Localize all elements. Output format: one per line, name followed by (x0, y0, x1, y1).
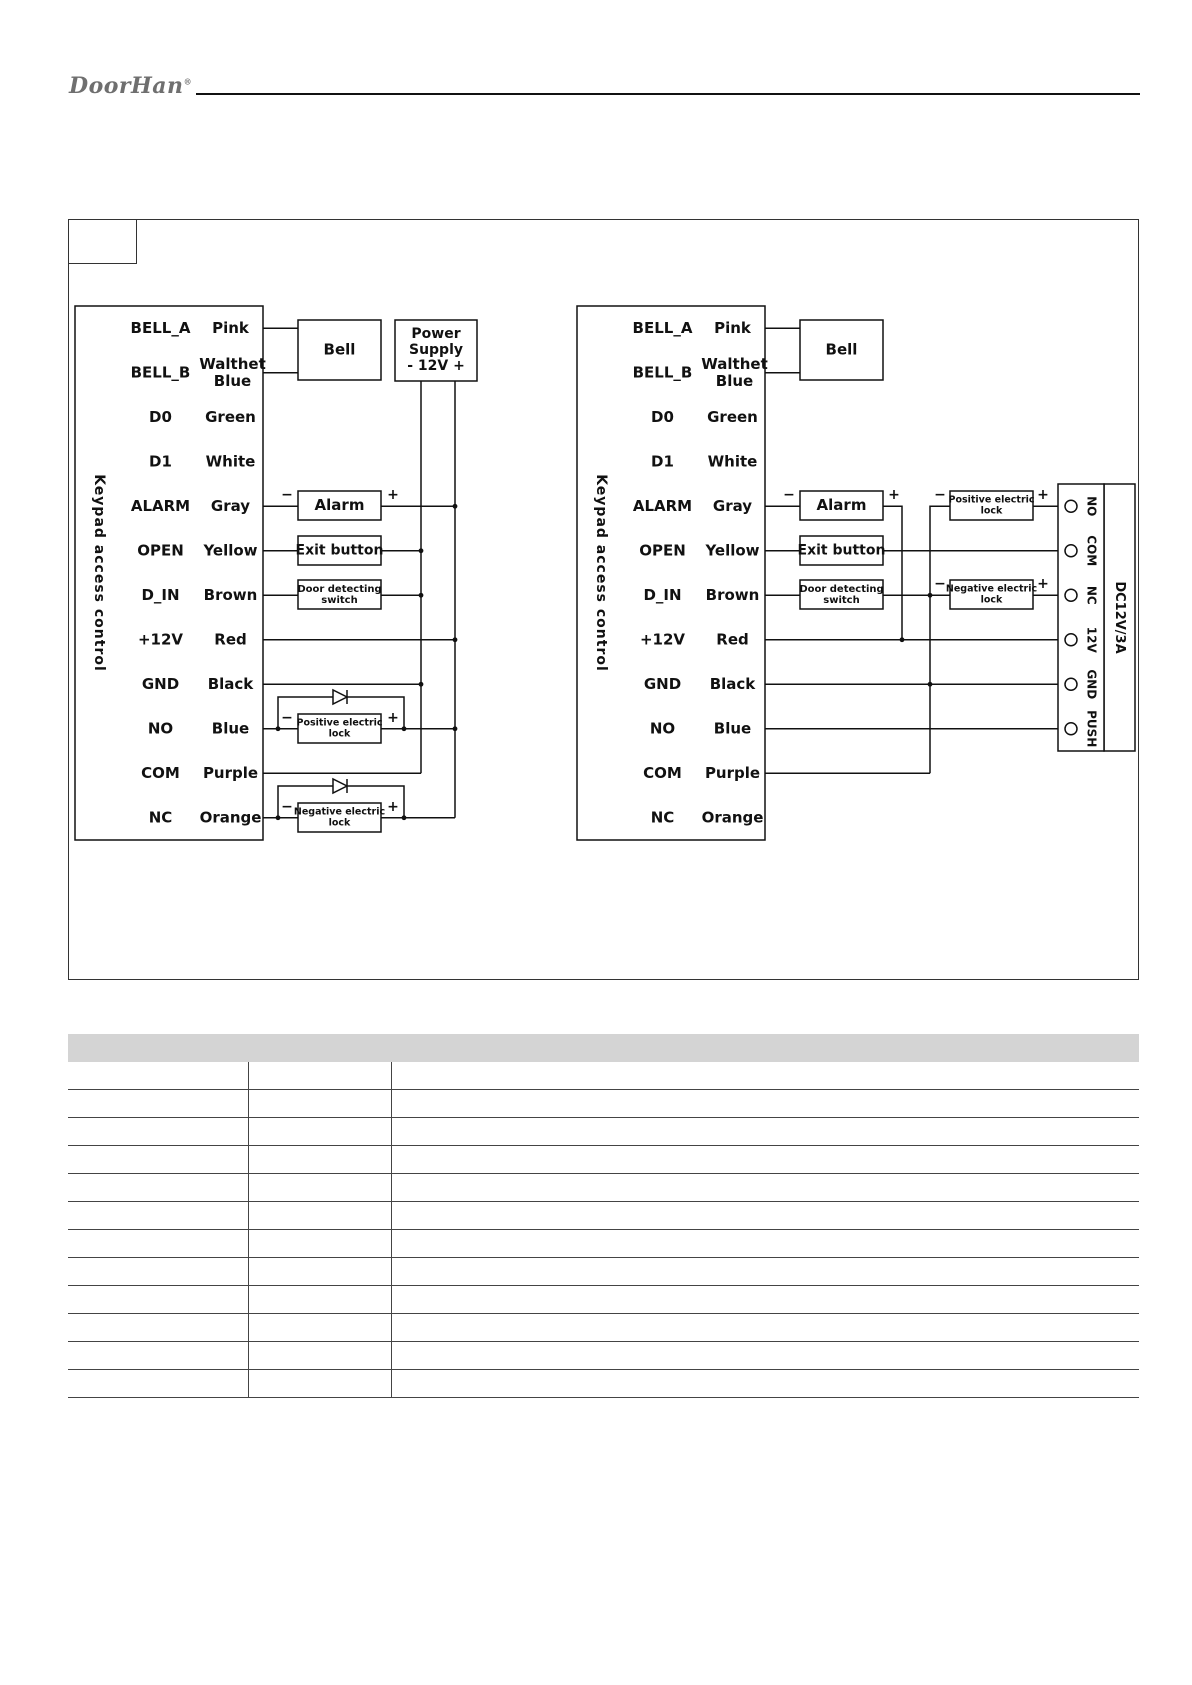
terminal-pin-label: COM (141, 763, 180, 782)
bell-label: Bell (825, 340, 858, 359)
terminal-pin-label: D_IN (141, 585, 180, 604)
terminal-color-label: Black (207, 674, 254, 693)
dc-terminal-label: COM (1084, 535, 1099, 567)
dc-power-label: DC12V/3A (1112, 581, 1127, 654)
terminal-pin-label: BELL_B (130, 363, 191, 382)
screw-terminal-icon (1065, 678, 1077, 690)
junction-dot (928, 682, 933, 687)
terminal-color-label: Walthet (701, 354, 768, 373)
terminal-color-label: Orange (701, 808, 764, 827)
terminal-color-label: Blue (213, 371, 252, 390)
terminal-pin-label: D0 (149, 407, 172, 426)
table-row (68, 1118, 1139, 1146)
terminal-color-label: Red (716, 630, 749, 649)
junction-dot (453, 726, 458, 731)
power-supply-label: Supply (408, 342, 464, 358)
terminal-color-label: Orange (199, 808, 262, 827)
alarm-label: Alarm (314, 496, 365, 514)
terminal-color-label: Brown (705, 585, 760, 604)
diode-icon (333, 690, 347, 704)
junction-dot (276, 726, 281, 731)
terminal-pin-label: OPEN (639, 541, 686, 560)
exit-button-label: Exit button (797, 542, 886, 559)
terminal-color-label: Green (707, 407, 758, 426)
terminal-color-label: Blue (715, 371, 754, 390)
negative-lock-label: Negative electric (293, 806, 386, 818)
terminal-color-label: Red (214, 630, 247, 649)
junction-dot (900, 637, 905, 642)
table-row (68, 1286, 1139, 1314)
power-supply-label: - 12V + (407, 358, 465, 374)
terminal-color-label: Blue (211, 719, 250, 738)
negative-lock-label: lock (328, 817, 351, 829)
terminal-color-label: Gray (210, 496, 251, 515)
dc-terminal-label: NO (1084, 496, 1099, 517)
junction-dot (402, 815, 407, 820)
door-switch-label: switch (823, 595, 860, 606)
junction-dot (419, 548, 424, 553)
polarity-plus: + (387, 799, 399, 815)
screw-terminal-icon (1065, 634, 1077, 646)
table-row (68, 1174, 1139, 1202)
terminal-pin-label: D1 (651, 452, 674, 471)
junction-dot (276, 815, 281, 820)
doorhan-logo: DoorHan® (69, 73, 193, 99)
polarity-minus: − (281, 799, 293, 815)
junction-dot (453, 504, 458, 509)
diode-icon (333, 779, 347, 793)
terminal-pin-label: ALARM (130, 496, 191, 515)
polarity-minus: − (934, 487, 946, 503)
terminal-color-label: Purple (202, 763, 259, 782)
terminal-pin-label: +12V (639, 630, 686, 649)
terminal-pin-label: D1 (149, 452, 172, 471)
wire (883, 506, 902, 640)
table-row (68, 1370, 1139, 1398)
polarity-plus: + (1037, 487, 1049, 503)
terminal-pin-label: COM (643, 763, 682, 782)
terminal-pin-label: ALARM (632, 496, 693, 515)
polarity-plus: + (1037, 576, 1049, 592)
positive-lock-label: Positive electric (296, 717, 383, 729)
terminal-pin-label: D_IN (643, 585, 682, 604)
keypad-vertical-label: Keypad access control (593, 474, 609, 672)
terminal-pin-label: GND (141, 674, 180, 693)
terminal-pin-label: BELL_B (632, 363, 693, 382)
negative-lock-label: lock (980, 594, 1003, 606)
screw-terminal-icon (1065, 723, 1077, 735)
screw-terminal-icon (1065, 545, 1077, 557)
terminal-pin-label: NO (147, 719, 174, 738)
positive-lock-label: lock (328, 728, 351, 740)
table-column-divider (248, 1062, 249, 1398)
dc-terminal-label: GND (1084, 669, 1099, 700)
polarity-minus: − (783, 487, 795, 503)
terminal-pin-label: +12V (137, 630, 184, 649)
terminal-color-label: Brown (203, 585, 258, 604)
junction-dot (453, 637, 458, 642)
terminal-color-label: Green (205, 407, 256, 426)
terminal-pin-label: NC (650, 808, 675, 827)
bell-label: Bell (323, 340, 356, 359)
polarity-minus: − (281, 710, 293, 726)
positive-lock-label: lock (980, 505, 1003, 517)
terminal-color-label: Black (709, 674, 756, 693)
table-row (68, 1062, 1139, 1090)
door-switch-label: Door detecting (799, 584, 884, 595)
terminal-pin-label: BELL_A (632, 318, 693, 337)
polarity-plus: + (888, 487, 900, 503)
terminal-pin-label: BELL_A (130, 318, 191, 337)
polarity-plus: + (387, 710, 399, 726)
table-column-divider (391, 1062, 392, 1398)
table-row (68, 1314, 1139, 1342)
junction-dot (419, 593, 424, 598)
dc-terminal-label: 12V (1084, 626, 1099, 653)
alarm-label: Alarm (816, 496, 867, 514)
terminal-color-label: Blue (713, 719, 752, 738)
negative-lock-label: Negative electric (945, 583, 1038, 595)
table-row (68, 1090, 1139, 1118)
door-switch-label: switch (321, 595, 358, 606)
table-row (68, 1230, 1139, 1258)
terminal-color-label: White (205, 452, 256, 471)
terminal-pin-label: GND (643, 674, 682, 693)
power-supply-label: Power (411, 326, 461, 342)
junction-dot (928, 593, 933, 598)
positive-lock-label: Positive electric (948, 494, 1035, 506)
exit-button-label: Exit button (295, 542, 384, 559)
terminal-pin-label: NO (649, 719, 676, 738)
terminal-color-label: Walthet (199, 354, 266, 373)
keypad-vertical-label: Keypad access control (91, 474, 107, 672)
table-row (68, 1146, 1139, 1174)
terminal-color-label: Purple (704, 763, 761, 782)
polarity-plus: + (387, 487, 399, 503)
door-switch-label: Door detecting (297, 584, 382, 595)
table-row (68, 1258, 1139, 1286)
table-header-row (68, 1034, 1139, 1062)
terminal-color-label: Gray (712, 496, 753, 515)
polarity-minus: − (281, 487, 293, 503)
dc-terminal-label: PUSH (1084, 710, 1099, 748)
terminal-color-label: White (707, 452, 758, 471)
terminal-color-label: Pink (212, 318, 249, 337)
dc-terminal-label: NC (1084, 585, 1099, 605)
screw-terminal-icon (1065, 500, 1077, 512)
terminal-pin-label: NC (148, 808, 173, 827)
terminal-color-label: Yellow (203, 541, 258, 560)
junction-dot (419, 682, 424, 687)
polarity-minus: − (934, 576, 946, 592)
screw-terminal-icon (1065, 589, 1077, 601)
terminal-pin-label: OPEN (137, 541, 184, 560)
table-row (68, 1342, 1139, 1370)
terminal-color-label: Pink (714, 318, 751, 337)
terminal-pin-label: D0 (651, 407, 674, 426)
table-row (68, 1202, 1139, 1230)
junction-dot (402, 726, 407, 731)
terminal-color-label: Yellow (705, 541, 760, 560)
